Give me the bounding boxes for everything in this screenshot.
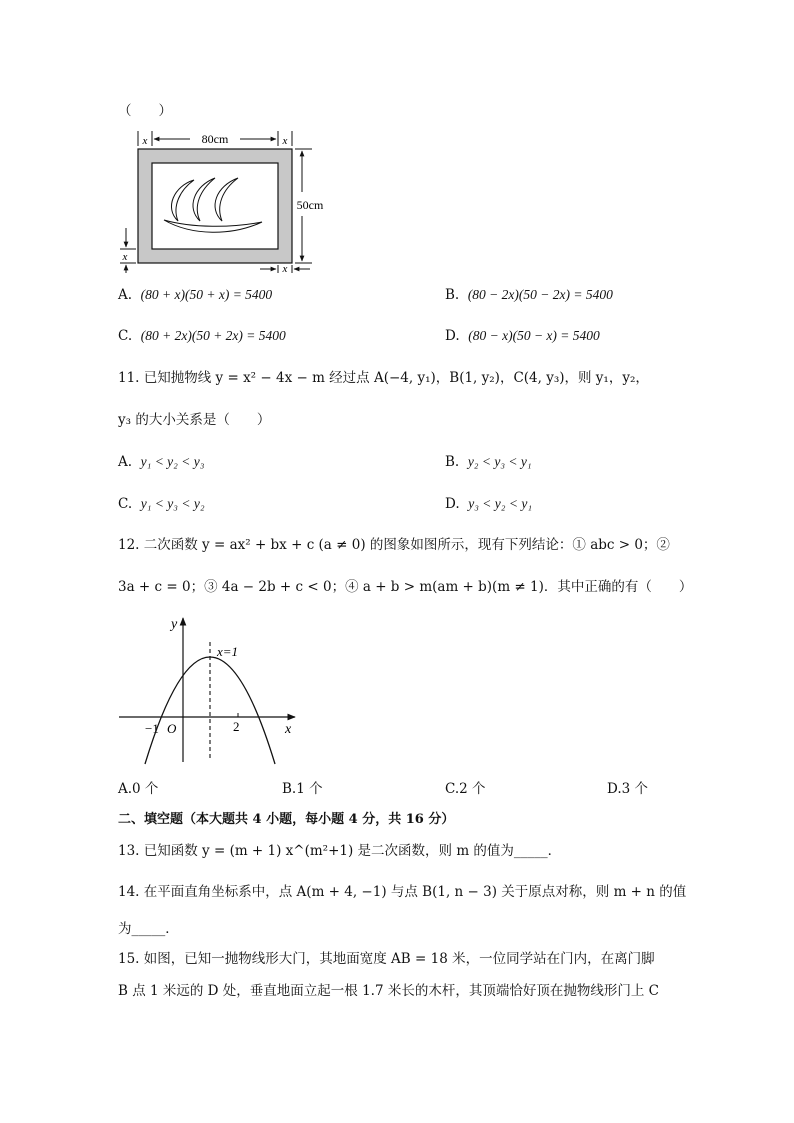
origin-label: O	[167, 721, 177, 736]
q11-option-a: A. y₁ < y₂ < y₃	[118, 454, 205, 470]
q10-option-d: D. (80 − x)(50 − x) = 5400	[445, 328, 600, 344]
x-label-top-right: x	[282, 135, 288, 147]
q15-stem-line1: 15. 如图，已知一抛物线形大门，其地面宽度 AB = 18 米，一位同学站在门内，在离门脚	[118, 951, 655, 967]
x-label-bottom: x	[282, 263, 288, 273]
tick-label-2: 2	[233, 719, 240, 734]
tick-label-neg1: −1	[145, 721, 159, 736]
q10-paren: （ ）	[118, 103, 172, 119]
width-80cm-label: 80cm	[201, 132, 229, 146]
q12-option-d: D.3 个	[607, 781, 649, 797]
q12-parabola-graph	[115, 612, 305, 772]
q12-option-a: A.0 个	[118, 781, 159, 797]
q10-option-b: B. (80 − 2x)(50 − 2x) = 5400	[445, 287, 613, 303]
q13-stem: 13. 已知函数 y = (m + 1) x^(m²+1) 是二次函数，则 m 的值为_____．	[118, 843, 562, 859]
height-50cm-label: 50cm	[296, 198, 324, 212]
q11-stem-line1: 11. 已知抛物线 y = x² − 4x − m 经过点 A(−4, y₁)，B(1, y₂)，C(4, y₃)，则 y₁，y₂，	[118, 370, 649, 386]
q11-stem-line2: y₃ 的大小关系是（ ）	[118, 412, 271, 428]
q11-option-c: C. y₁ < y₃ < y₂	[118, 496, 205, 512]
q15-stem-line2: B 点 1 米远的 D 处，垂直地面立起一根 1.7 米长的木杆，其顶端恰好顶在抛物线形门上 C	[118, 983, 659, 999]
q12-option-c: C.2 个	[445, 781, 486, 797]
x-axis-label: x	[285, 722, 292, 737]
q10-option-c: C. (80 + 2x)(50 + 2x) = 5400	[118, 328, 286, 344]
q10-option-a: A. (80 + x)(50 + x) = 5400	[118, 287, 273, 303]
section2-title: 二、填空题（本大题共 4 小题，每小题 4 分，共 16 分）	[118, 812, 455, 827]
q12-stem-line1: 12. 二次函数 y = ax² + bx + c (a ≠ 0) 的图象如图所示，现有下列结论：① abc > 0；②	[118, 537, 670, 553]
y-axis-label: y	[171, 617, 178, 632]
symmetry-label: x=1	[217, 644, 239, 659]
q11-option-b: B. y₂ < y₃ < y₁	[445, 454, 532, 470]
q14-stem-line1: 14. 在平面直角坐标系中，点 A(m + 4, −1) 与点 B(1, n − 3) 关于原点对称，则 m + n 的值	[118, 884, 687, 900]
q11-option-d: D. y₃ < y₂ < y₁	[445, 496, 533, 512]
q12-stem-line2: 3a + c = 0；③ 4a − 2b + c < 0；④ a + b > m(am + b)(m ≠ 1)．其中正确的有（ ）	[118, 579, 693, 595]
q10-frame-figure	[112, 128, 342, 273]
x-label-top-left: x	[142, 135, 148, 147]
x-label-left: x	[122, 251, 128, 263]
q12-option-b: B.1 个	[282, 781, 323, 797]
q14-stem-line2: 为_____．	[118, 921, 179, 937]
